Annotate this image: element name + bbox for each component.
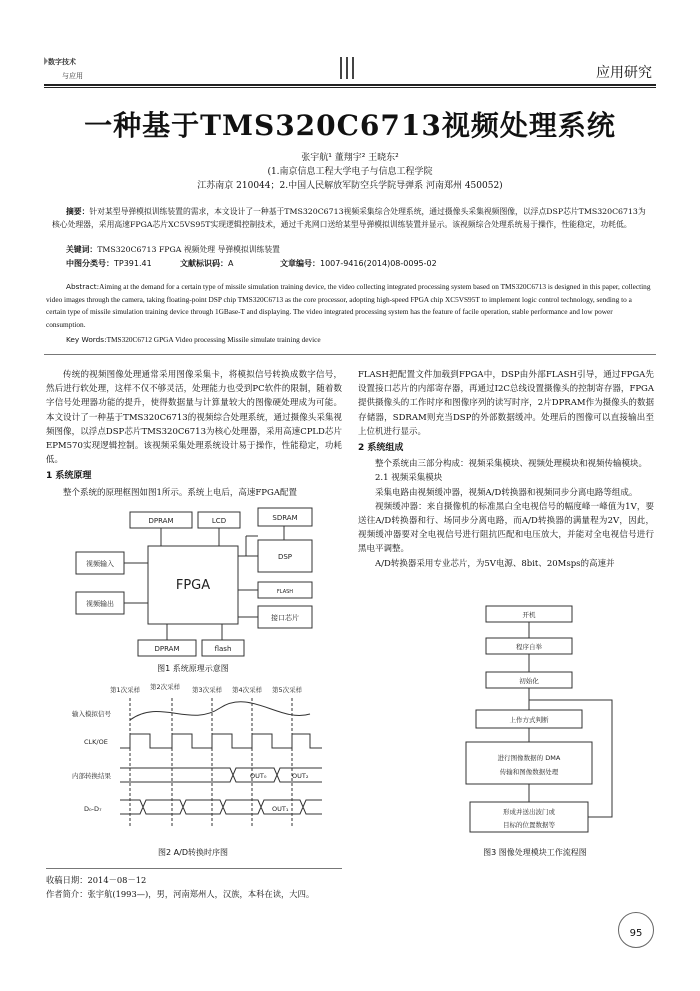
label-video-out: 视频输出 (86, 600, 114, 608)
header-divider (340, 57, 342, 79)
label-video-in: 视频输入 (86, 560, 114, 568)
keywords-cn (66, 244, 652, 257)
figure-2-timing-diagram (60, 678, 350, 838)
label-interface: 接口芯片 (271, 614, 299, 622)
flow-dma-box (466, 742, 592, 784)
en-abstract-text: Aiming at the demand for a certain type of missile simulation training device, the video collecting integrated processing system based on TMS320C6713 is designed in this paper, collecting video images through the camera, taking floating-point DSP chip TMS320C6713 as the core processor, adopting high-speed FPGA chip XC5VS95T to implement logic control technology, sending to a certain type of missile simulation training device through 1GBase-T and displaying. The video integrated processing system has the feature of facile operation, stable performance and low power consumption. (46, 282, 651, 329)
sample-label: 第2次采样 (150, 683, 181, 691)
clk-waveform (120, 734, 322, 748)
flow-label-dma-2: 传输和图像数据处理 (499, 768, 559, 776)
abstract-label: 摘要： (66, 207, 90, 216)
intro-paragraph: 传统的视频图像处理通常采用图像采集卡，将模拟信号转换成数字信号，然后进行软处理，这样不仅不够灵活，处理能力也受到PC软件的限制，随着数字信号处理器功能的提升，使得数据量与计算量较大的图像硬处理成为可能。本文设计了一种基于TMS320C6713的视频综合处理系统，通过摄像头采集视频图像，以浮点DSP芯片TMS320C6713为核心处理器，采用高速CPLD芯片EPM570实现逻辑控制。该视频采集处理系统设计易于操作，性能稳定，功耗低。 (46, 370, 342, 466)
abstract-text: 针对某型导弹模拟训练装置的需求，本文设计了一种基于TMS320C6713视频采集综合处理系统，通过摄像头采集视频图像，以浮点DSP芯片TMS320C6713为核心处理器，采用高速FPGA芯片XC5VS95T实现逻辑控制技术，通过千兆网口送给某型导弹模拟训练装置并显示。该视频综合处理系统易于操作，性能稳定，功耗低。 (52, 207, 646, 229)
sample-label: 第5次采样 (272, 686, 303, 694)
keywords-text: TMS320C6713 FPGA 视频处理 导弹模拟训练装置 (97, 245, 280, 254)
footnote-author: 作者简介：张宇航(1993—)，男，河南郑州人，汉族，本科在读，大四。 (46, 889, 315, 899)
page-number-badge (618, 912, 654, 948)
doc-value: A (228, 259, 234, 268)
flow-label-bootstrap: 程序自举 (516, 643, 542, 651)
flow-label-init: 初始化 (519, 677, 539, 685)
section-tag: 应用研究 (596, 65, 652, 81)
en-keywords-label: Key Words: (66, 335, 107, 344)
abstract-separator (44, 354, 656, 355)
doc-code (180, 258, 233, 269)
en-abstract-label: Abstract: (66, 282, 100, 291)
keywords-en (66, 334, 652, 347)
label-dpram-top: DPRAM (148, 517, 174, 525)
header-divider (346, 57, 348, 79)
article-number (280, 258, 437, 269)
label-lcd: LCD (211, 517, 227, 525)
page-number: 95 (629, 928, 643, 939)
data-waveform (120, 800, 322, 814)
keywords-label: 关键词： (66, 245, 98, 254)
en-keywords-text: TMS320C6712 GPGA Video processing Missile simulate training device (106, 335, 321, 344)
figure-2-caption: 图2 A/D转换时序图 (158, 848, 228, 857)
paragraph: 采集电路由视频缓冲器，视频A/D转换器和视频同步分离电路等组成。 (375, 487, 638, 498)
sample-label: 第3次采样 (192, 686, 223, 694)
paper-title: 一种基于TMS320C6713视频处理系统 (84, 109, 616, 142)
paragraph: 整个系统的原理框图如图1所示。系统上电后，高速FPGA配置 (63, 487, 297, 498)
sample-label: 第1次采样 (110, 686, 141, 694)
out-label: OUT₀ (250, 772, 267, 780)
subsection-heading: 2.1 视频采集模块 (375, 473, 443, 484)
journal-logo (44, 55, 102, 83)
section-heading-1: 1 系统原理 (46, 471, 92, 482)
analog-signal-curve (130, 702, 310, 720)
paragraph: 整个系统由三部分构成：视频采集模块、视频处理模块和视频传输模块。 (375, 459, 648, 470)
footnote-rule (46, 868, 342, 869)
row-label-analog: 输入模拟信号 (72, 710, 111, 718)
clc-value: TP391.41 (114, 259, 152, 268)
figure-1-caption: 图1 系统原理示意图 (157, 664, 229, 673)
flow-label-output-2: 目标的位置数据等 (503, 821, 555, 829)
right-column (358, 368, 654, 571)
out-label: OUT₂ (292, 772, 309, 780)
clc-label: 中图分类号： (66, 259, 114, 268)
paragraph: A/D转换器采用专业芯片，为5V电源、8bit、20Msps的高速并 (375, 558, 615, 569)
row-label-internal: 内部转换结果 (72, 772, 111, 780)
row-label-data: D₀-D₇ (84, 805, 102, 813)
figure-3-flowchart (440, 600, 630, 840)
authors: 张宇航¹ 董翔宇² 王晓东² (301, 153, 399, 163)
header-divider (352, 57, 354, 79)
article-label: 文章编号： (280, 259, 320, 268)
label-flash-bottom: flash (214, 645, 232, 653)
figure-1-block-diagram (62, 500, 324, 660)
section-heading-2: 2 系统组成 (358, 443, 404, 454)
affiliation-1: (1.南京信息工程大学电子与信息工程学院 (267, 167, 433, 177)
label-sdram: SDRAM (272, 514, 298, 522)
logo-line1: 数字技术 (48, 57, 76, 66)
figure-3-caption: 图3 图像处理模块工作流程图 (483, 848, 587, 857)
flow-label-output: 形成并送出波门或 (503, 808, 555, 816)
logo-line2: 与应用 (62, 72, 83, 80)
abstract-en (46, 281, 652, 331)
paragraph: 视频缓冲器：来自摄像机的标准黑白全电视信号的幅度峰一峰值为1V，要送往A/D转换器和行、场同步分离电路，而A/D转换器的满量程为2V，因此，视频缓冲器要对全电视信号进行阻抗匹配和电压放大，并能对全电视信号进行黑电平调整。 (358, 501, 654, 555)
label-flash-right: FLASH (276, 589, 294, 595)
paragraph: FLASH把配置文件加载到FPGA中，DSP由外部FLASH引导，通过FPGA先设置接口芯片的内部寄存器，再通过I2C总线设置摄像头的控制寄存器，FPGA提供摄像头的工作时序和图像序列的读写时序，2片DPRAM作为摄像头的数据存储器，SDRAM则充当DSP的外部数据缓冲。处理后的图像可以直接输出至上位机进行显示。 (358, 370, 654, 437)
label-dsp: DSP (277, 553, 293, 561)
label-fpga: FPGA (175, 578, 211, 593)
doc-label: 文献标识码： (180, 259, 228, 268)
flow-label-start: 开机 (522, 611, 536, 619)
sample-label: 第4次采样 (232, 686, 263, 694)
article-value: 1007-9416(2014)08-0095-02 (320, 259, 437, 268)
abstract-cn (52, 206, 652, 231)
affiliation-2: 江苏南京 210044；2.中国人民解放军防空兵学院导弹系 河南郑州 450052) (197, 181, 503, 191)
footnote-received: 收稿日期：2014－08－12 (46, 875, 147, 885)
left-column (46, 368, 342, 500)
header-rule (44, 84, 656, 86)
row-label-clk: CLK/OE (84, 738, 108, 746)
flow-label-mode: 上作方式判断 (509, 716, 549, 724)
flow-label-dma: 进行图像数据的 DMA (497, 754, 561, 762)
classification (66, 258, 152, 269)
out-label: OUT₁ (272, 805, 289, 813)
header-rule (44, 87, 656, 88)
label-dpram-bottom: DPRAM (154, 645, 180, 653)
